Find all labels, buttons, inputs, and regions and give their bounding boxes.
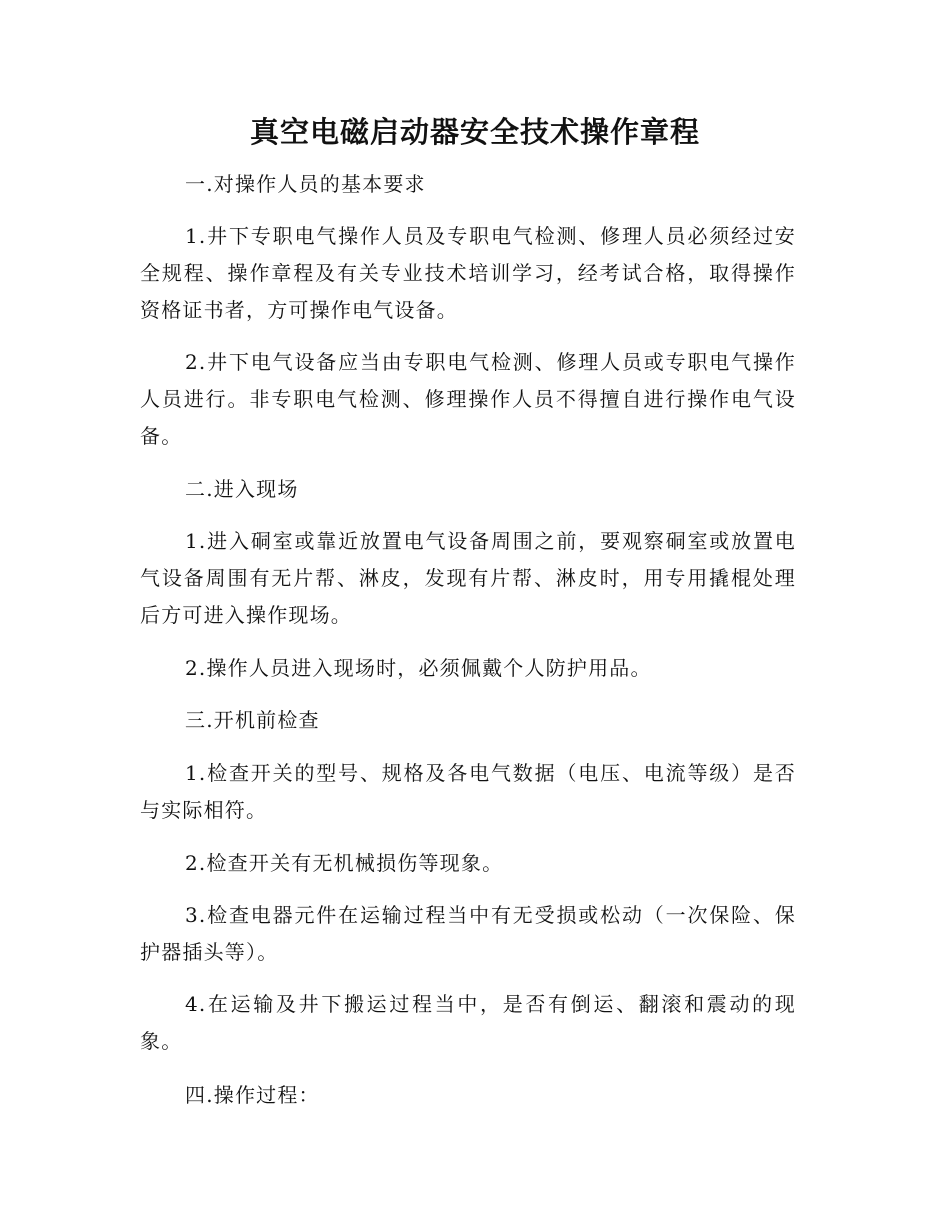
section-1-item-2: 2.井下电气设备应当由专职电气检测、修理人员或专职电气操作人员进行。非专职电气检测、修理操作人员不得擅自进行操作电气设备。 <box>140 350 796 448</box>
section-heading-2: 二.进入现场 <box>185 477 299 501</box>
section-2-item-1: 1.进入硐室或靠近放置电气设备周围之前，要观察硐室或放置电气设备周围有无片帮、淋皮，发现有片帮、淋皮时，用专用撬棍处理后方可进入操作现场。 <box>140 529 796 627</box>
document-title: 真空电磁启动器安全技术操作章程 <box>249 115 700 149</box>
section-heading-4: 四.操作过程： <box>185 1083 320 1107</box>
section-3-item-3: 3.检查电器元件在运输过程当中有无受损或松动（一次保险、保护器插头等）。 <box>140 903 796 964</box>
section-3-item-2: 2.检查开关有无机械损伤等现象。 <box>185 851 504 875</box>
section-2-item-2: 2.操作人员进入现场时，必须佩戴个人防护用品。 <box>185 656 652 680</box>
section-heading-3: 三.开机前检查 <box>185 708 320 732</box>
section-heading-1: 一.对操作人员的基本要求 <box>185 172 426 196</box>
section-3-item-4: 4.在运输及井下搬运过程当中，是否有倒运、翻滚和震动的现象。 <box>140 992 796 1053</box>
section-1-item-1: 1.井下专职电气操作人员及专职电气检测、修理人员必须经过安全规程、操作章程及有关专业技术培训学习，经考试合格，取得操作资格证书者，方可操作电气设备。 <box>140 224 796 322</box>
section-3-item-1: 1.检查开关的型号、规格及各电气数据（电压、电流等级）是否与实际相符。 <box>140 761 796 822</box>
